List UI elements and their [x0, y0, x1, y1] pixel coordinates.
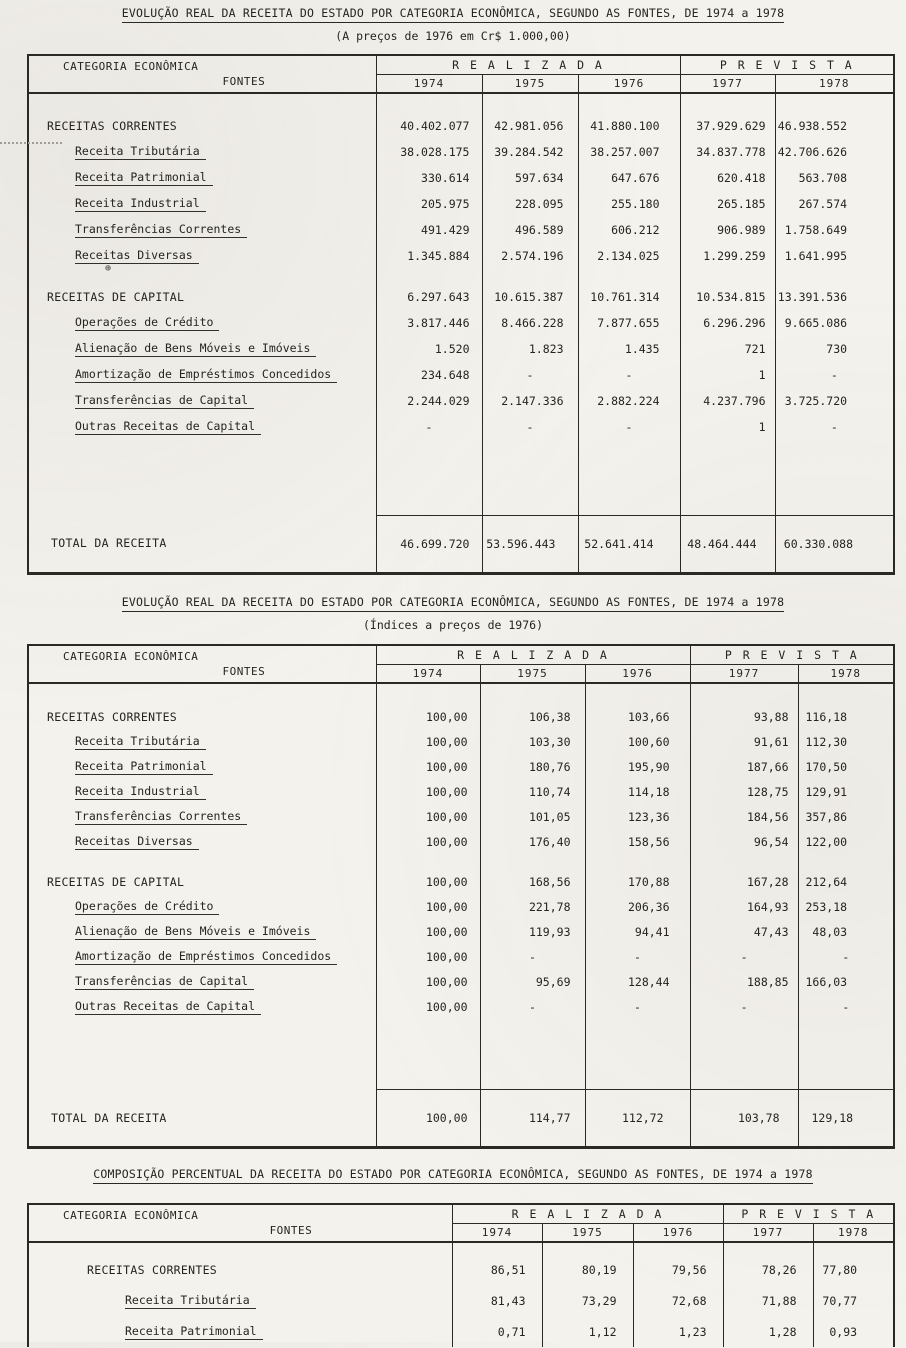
row-label-cell: Amortização de Empréstimos Concedidos: [28, 362, 376, 388]
value-1974: 100,00: [376, 970, 480, 995]
value-1978: 730: [775, 336, 894, 362]
row-label-cell: Receita Tributária: [28, 730, 376, 755]
value-1977: 37.929.629: [680, 113, 775, 139]
value-1978: 170,50: [798, 755, 894, 780]
table-row: [28, 284, 894, 310]
value-1977: 1.299.259: [680, 243, 775, 269]
value-1978: -: [775, 362, 894, 388]
row-label-cell: Transferências Correntes: [28, 217, 376, 243]
row-label-cell: Transferências Correntes: [28, 805, 376, 830]
header-categoria-economica: CATEGORIA ECONÔMICA: [63, 1209, 199, 1222]
header-fontes: FONTES: [269, 1224, 313, 1237]
value-1977: 188,85: [690, 970, 798, 995]
value-1978: 1.758.649: [775, 217, 894, 243]
table-row: [28, 1254, 894, 1285]
value-1977: 6.296.296: [680, 310, 775, 336]
row-label-cell: RECEITAS CORRENTES: [47, 710, 178, 724]
value-1974: 3.817.446: [376, 310, 482, 336]
value-1976: 255.180: [578, 191, 680, 217]
table-row: [28, 920, 894, 945]
table-row: [28, 1316, 894, 1347]
value-1974: 86,51: [452, 1254, 542, 1285]
value-1977: -: [690, 995, 798, 1020]
row-label-cell: RECEITAS DE CAPITAL: [47, 875, 185, 889]
value-1974: 100,00: [376, 830, 480, 855]
value-1974: 100,00: [376, 895, 480, 920]
table-row: [28, 805, 894, 830]
value-1977: -: [690, 945, 798, 970]
value-1977: 93,88: [690, 705, 798, 730]
table1-subtitle: (A preços de 1976 em Cr$ 1.000,00): [335, 29, 571, 43]
value-1975: -: [482, 362, 578, 388]
value-1978: 3.725.720: [775, 388, 894, 414]
table1-total: [28, 515, 894, 573]
total-1974: 46.699.720: [376, 515, 482, 573]
table-row: [28, 730, 894, 755]
row-label-cell: Alienação de Bens Móveis e Imóveis: [28, 336, 376, 362]
value-1976: 170,88: [585, 870, 690, 895]
row-label-cell: Receita Tributária: [28, 139, 376, 165]
value-1977: 128,75: [690, 780, 798, 805]
table3-body: [28, 1242, 894, 1347]
header-group-realizada: R E A L I Z A D A: [376, 645, 690, 665]
table2-filler: [28, 1020, 894, 1090]
scan-artifact-dashes: [0, 142, 62, 144]
table-composicao-percentual: [27, 1203, 895, 1347]
header-fontes: FONTES: [222, 75, 266, 88]
value-1978: 70,77: [813, 1285, 894, 1316]
value-1977: 164,93: [690, 895, 798, 920]
row-label-cell: Receita Patrimonial: [28, 1316, 452, 1347]
header-year-1974: 1974: [452, 1224, 542, 1243]
total-1975: 114,77: [480, 1090, 585, 1148]
value-1977: 4.237.796: [680, 388, 775, 414]
value-1977: 34.837.778: [680, 139, 775, 165]
header-year-1974: 1974: [376, 664, 480, 683]
header-fontes: FONTES: [222, 664, 266, 678]
value-1978: 1.641.995: [775, 243, 894, 269]
value-1976: 647.676: [578, 165, 680, 191]
table-row: [28, 310, 894, 336]
total-1976: 112,72: [585, 1090, 690, 1148]
table-row: [28, 995, 894, 1020]
table3-title: COMPOSIÇÃO PERCENTUAL DA RECEITA DO ESTADO POR CATEGORIA ECONÔMICA, SEGUNDO AS FONTES, DE 1974 a 1978: [0, 1167, 906, 1181]
value-1977: 187,66: [690, 755, 798, 780]
value-1974: 100,00: [376, 730, 480, 755]
header-year-1975: 1975: [480, 664, 585, 683]
table-realizada-prevista-indices: [27, 644, 895, 1150]
header-year-1977: 1977: [723, 1224, 813, 1243]
value-1974: 100,00: [376, 945, 480, 970]
value-1974: 2.244.029: [376, 388, 482, 414]
row-label-cell: Transferências de Capital: [28, 388, 376, 414]
value-1977: 1: [680, 362, 775, 388]
value-1975: 119,93: [480, 920, 585, 945]
value-1975: 2.574.196: [482, 243, 578, 269]
value-1978: 122,00: [798, 830, 894, 855]
spacer-row: [28, 93, 894, 113]
header-year-1975: 1975: [482, 75, 578, 94]
value-1974: 6.297.643: [376, 284, 482, 310]
value-1974: 205.975: [376, 191, 482, 217]
header-year-1977: 1977: [690, 664, 798, 683]
table-row: [28, 414, 894, 440]
value-1976: 10.761.314: [578, 284, 680, 310]
value-1978: 357,86: [798, 805, 894, 830]
total-row: [28, 515, 894, 573]
header-year-1975: 1975: [542, 1224, 633, 1243]
row-label-cell: Amortização de Empréstimos Concedidos: [28, 945, 376, 970]
header-group-prevista: P R E V I S T A: [723, 1204, 894, 1224]
value-1978: 112,30: [798, 730, 894, 755]
row-label-cell: RECEITAS DE CAPITAL: [47, 290, 185, 304]
value-1976: 38.257.007: [578, 139, 680, 165]
header-group-realizada: R E A L I Z A D A: [376, 55, 680, 75]
value-1975: -: [482, 414, 578, 440]
table1-title: EVOLUÇÃO REAL DA RECEITA DO ESTADO POR CATEGORIA ECONÔMICA, SEGUNDO AS FONTES, DE 1974 a 1978: [0, 6, 906, 20]
value-1978: -: [775, 414, 894, 440]
value-1974: 100,00: [376, 780, 480, 805]
value-1977: 721: [680, 336, 775, 362]
stray-stamp-mark: ⊕: [105, 263, 112, 274]
value-1977: 71,88: [723, 1285, 813, 1316]
header-corner-cell: [28, 55, 376, 93]
value-1975: 180,76: [480, 755, 585, 780]
value-1976: -: [585, 945, 690, 970]
value-1977: 78,26: [723, 1254, 813, 1285]
value-1975: 228.095: [482, 191, 578, 217]
table-row: [28, 970, 894, 995]
header-year-1976: 1976: [585, 664, 690, 683]
header-year-1978: 1978: [775, 75, 894, 94]
table-row: [28, 895, 894, 920]
value-1975: -: [480, 995, 585, 1020]
row-label-cell: Receita Patrimonial: [28, 755, 376, 780]
table1-header: [28, 55, 894, 93]
value-1977: 91,61: [690, 730, 798, 755]
table3-header: [28, 1204, 894, 1242]
table2-subtitle: (Índices a preços de 1976): [362, 617, 543, 632]
value-1974: 1.345.884: [376, 243, 482, 269]
value-1976: 79,56: [633, 1254, 723, 1285]
value-1976: 158,56: [585, 830, 690, 855]
value-1974: 100,00: [376, 870, 480, 895]
table2-body: [28, 683, 894, 1020]
value-1978: 563.708: [775, 165, 894, 191]
table-row: [28, 243, 894, 269]
row-label-cell: Transferências de Capital: [28, 970, 376, 995]
value-1975: 2.147.336: [482, 388, 578, 414]
value-1977: 1: [680, 414, 775, 440]
table-row: [28, 780, 894, 805]
total-label: TOTAL DA RECEITA: [51, 536, 167, 551]
value-1975: 106,38: [480, 705, 585, 730]
value-1974: 100,00: [376, 805, 480, 830]
value-1978: 77,80: [813, 1254, 894, 1285]
table-row: [28, 705, 894, 730]
value-1976: 606.212: [578, 217, 680, 243]
value-1975: 1.823: [482, 336, 578, 362]
header-year-1974: 1974: [376, 75, 482, 94]
table1-body: [28, 93, 894, 440]
value-1974: 491.429: [376, 217, 482, 243]
table-row: [28, 362, 894, 388]
row-label-cell: Operações de Crédito: [28, 895, 376, 920]
header-year-1976: 1976: [633, 1224, 723, 1243]
value-1974: 100,00: [376, 920, 480, 945]
value-1976: -: [578, 362, 680, 388]
header-year-1976: 1976: [578, 75, 680, 94]
value-1975: 110,74: [480, 780, 585, 805]
row-label-cell: RECEITAS CORRENTES: [47, 119, 178, 133]
value-1974: 81,43: [452, 1285, 542, 1316]
value-1978: 48,03: [798, 920, 894, 945]
value-1977: 620.418: [680, 165, 775, 191]
value-1976: 1,23: [633, 1316, 723, 1347]
header-year-1978: 1978: [798, 664, 894, 683]
table2-total: [28, 1090, 894, 1148]
value-1975: 95,69: [480, 970, 585, 995]
value-1978: 0,93: [813, 1316, 894, 1347]
table-row: [28, 755, 894, 780]
spacer-row: [28, 683, 894, 705]
value-1975: 101,05: [480, 805, 585, 830]
header-corner-cell: [28, 1204, 452, 1242]
total-1977: 48.464.444: [680, 515, 775, 573]
table-row: [28, 336, 894, 362]
value-1974: 330.614: [376, 165, 482, 191]
value-1975: 73,29: [542, 1285, 633, 1316]
header-group-prevista: P R E V I S T A: [690, 645, 894, 665]
value-1976: 2.134.025: [578, 243, 680, 269]
table-row: [28, 217, 894, 243]
value-1976: 41.880.100: [578, 113, 680, 139]
value-1975: 80,19: [542, 1254, 633, 1285]
table-row: [28, 113, 894, 139]
value-1976: 195,90: [585, 755, 690, 780]
value-1976: 123,36: [585, 805, 690, 830]
table-row: [28, 945, 894, 970]
value-1975: 42.981.056: [482, 113, 578, 139]
table-row: [28, 139, 894, 165]
value-1976: 103,66: [585, 705, 690, 730]
value-1978: 212,64: [798, 870, 894, 895]
value-1978: 42.706.626: [775, 139, 894, 165]
value-1974: 1.520: [376, 336, 482, 362]
table-row: [28, 191, 894, 217]
header-categoria-economica: CATEGORIA ECONÔMICA: [63, 649, 199, 663]
value-1977: 96,54: [690, 830, 798, 855]
header-categoria-economica: CATEGORIA ECONÔMICA: [63, 60, 199, 73]
value-1975: 8.466.228: [482, 310, 578, 336]
spacer-row: [28, 269, 894, 284]
header-group-realizada: R E A L I Z A D A: [452, 1204, 723, 1224]
row-label-cell: Outras Receitas de Capital: [28, 414, 376, 440]
value-1977: 167,28: [690, 870, 798, 895]
row-label-cell: Alienação de Bens Móveis e Imóveis: [28, 920, 376, 945]
table-row: [28, 1285, 894, 1316]
value-1977: 906.989: [680, 217, 775, 243]
value-1974: 40.402.077: [376, 113, 482, 139]
row-label-cell: Receitas Diversas: [28, 243, 376, 269]
value-1978: 267.574: [775, 191, 894, 217]
table-row: [28, 870, 894, 895]
value-1976: 114,18: [585, 780, 690, 805]
total-row: [28, 1090, 894, 1148]
value-1978: -: [798, 995, 894, 1020]
value-1977: 1,28: [723, 1316, 813, 1347]
value-1978: -: [798, 945, 894, 970]
row-label-cell: Receitas Diversas: [28, 830, 376, 855]
value-1978: 46.938.552: [775, 113, 894, 139]
header-year-1978: 1978: [813, 1224, 894, 1243]
spacer-row: [28, 440, 894, 515]
table1-filler: [28, 440, 894, 515]
table-realizada-prevista-values: [27, 54, 895, 575]
table-row: [28, 165, 894, 191]
value-1974: -: [376, 414, 482, 440]
value-1975: 496.589: [482, 217, 578, 243]
value-1976: 128,44: [585, 970, 690, 995]
value-1976: -: [585, 995, 690, 1020]
total-1978: 60.330.088: [775, 515, 894, 573]
row-label-cell: Receita Tributária: [28, 1285, 452, 1316]
value-1974: 100,00: [376, 995, 480, 1020]
value-1978: 13.391.536: [775, 284, 894, 310]
table-row: [28, 830, 894, 855]
spacer-row: [28, 1020, 894, 1090]
row-label-cell: Outras Receitas de Capital: [28, 995, 376, 1020]
total-1978: 129,18: [798, 1090, 894, 1148]
row-label-cell: Operações de Crédito: [28, 310, 376, 336]
value-1975: 221,78: [480, 895, 585, 920]
value-1977: 10.534.815: [680, 284, 775, 310]
value-1978: 129,91: [798, 780, 894, 805]
header-group-prevista: P R E V I S T A: [680, 55, 894, 75]
value-1975: 1,12: [542, 1316, 633, 1347]
value-1976: -: [578, 414, 680, 440]
value-1974: 38.028.175: [376, 139, 482, 165]
table-row: [28, 388, 894, 414]
header-year-1977: 1977: [680, 75, 775, 94]
row-label-cell: Receita Industrial: [28, 191, 376, 217]
value-1978: 166,03: [798, 970, 894, 995]
value-1975: 103,30: [480, 730, 585, 755]
spacer-row: [28, 1242, 894, 1254]
value-1976: 100,60: [585, 730, 690, 755]
value-1976: 72,68: [633, 1285, 723, 1316]
total-label: TOTAL DA RECEITA: [51, 1110, 167, 1125]
value-1976: 206,36: [585, 895, 690, 920]
value-1974: 0,71: [452, 1316, 542, 1347]
total-1975: 53.596.443: [482, 515, 578, 573]
value-1977: 47,43: [690, 920, 798, 945]
value-1974: 234.648: [376, 362, 482, 388]
spacer-row: [28, 855, 894, 870]
total-1977: 103,78: [690, 1090, 798, 1148]
value-1976: 7.877.655: [578, 310, 680, 336]
total-1974: 100,00: [376, 1090, 480, 1148]
value-1975: 10.615.387: [482, 284, 578, 310]
value-1974: 100,00: [376, 755, 480, 780]
value-1977: 184,56: [690, 805, 798, 830]
value-1976: 94,41: [585, 920, 690, 945]
row-label-cell: Receita Industrial: [28, 780, 376, 805]
value-1975: 176,40: [480, 830, 585, 855]
table2-header: [28, 645, 894, 683]
value-1975: 39.284.542: [482, 139, 578, 165]
value-1978: 116,18: [798, 705, 894, 730]
value-1974: 100,00: [376, 705, 480, 730]
table2-title: EVOLUÇÃO REAL DA RECEITA DO ESTADO POR CATEGORIA ECONÔMICA, SEGUNDO AS FONTES, DE 1974 a 1978: [0, 595, 906, 609]
value-1975: 597.634: [482, 165, 578, 191]
value-1976: 2.882.224: [578, 388, 680, 414]
value-1978: 9.665.086: [775, 310, 894, 336]
header-corner-cell: [28, 645, 376, 683]
value-1975: -: [480, 945, 585, 970]
value-1977: 265.185: [680, 191, 775, 217]
row-label-cell: RECEITAS CORRENTES: [87, 1262, 218, 1277]
value-1975: 168,56: [480, 870, 585, 895]
value-1976: 1.435: [578, 336, 680, 362]
total-1976: 52.641.414: [578, 515, 680, 573]
row-label-cell: Receita Patrimonial: [28, 165, 376, 191]
value-1978: 253,18: [798, 895, 894, 920]
